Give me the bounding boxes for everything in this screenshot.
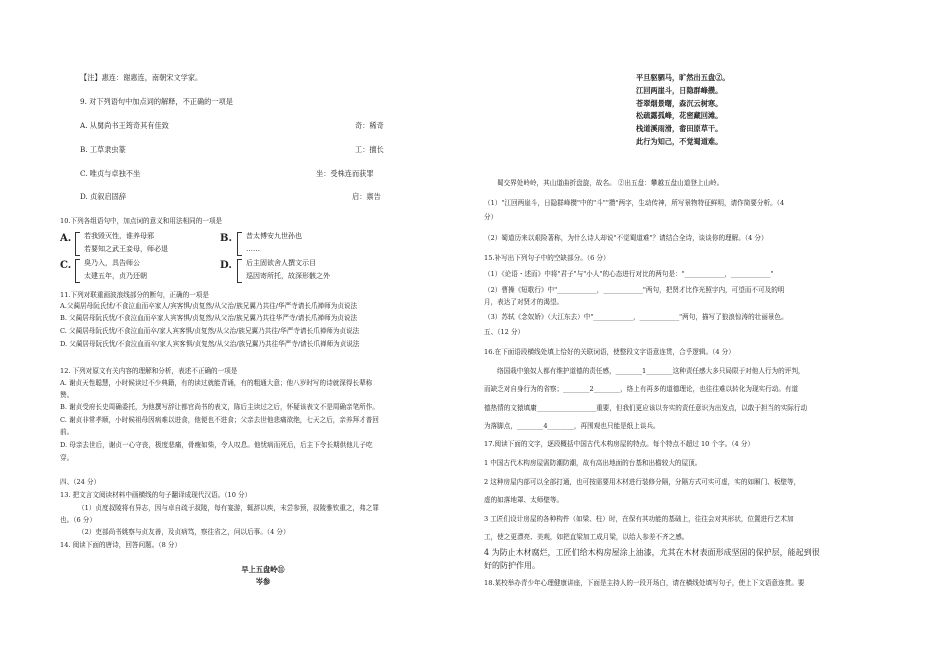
q16-paragraph-line2: 而缺乏对自身行为的省察；________2________，络上有再多的道德理论，也往往难以转化为现实行动。有道 bbox=[484, 385, 799, 393]
q15-part1: （1）《论语・述而》中将"君子"与"小人"的心态进行对比的两句是："____________，____________" bbox=[484, 270, 774, 278]
q17-paragraph-3-line2: 工，使之更漂亮、美观，如把直梁加工成月梁，以给人参差不齐之感。 bbox=[484, 533, 689, 541]
q12-option-b: B. 谢贞受府长史周确委托，为他撰写辞让都官尚书的表文，陈后主读过之后，怀疑该表文不是周确亲笔所作。 bbox=[60, 403, 379, 411]
q12-option-c-line1: C. 谢贞非常孝顺，小时候祖母因病难以进食，他便也不进食；父亲去世他悲痛欲绝，七天之后，亲养拜才普回 bbox=[60, 416, 379, 424]
poem-title: 早上五盘岭⑪ bbox=[241, 565, 285, 574]
q12-stem: 12. 下列对原文有关内容的理解和分析，表述不正确的一项是 bbox=[60, 367, 238, 375]
section-four-heading: 四、（24 分） bbox=[60, 478, 101, 486]
q12-option-d-line2: 穿。 bbox=[60, 454, 74, 462]
q12-option-c-line2: 前。 bbox=[60, 428, 74, 436]
q13-sentence1-line2: 也。（6 分） bbox=[60, 516, 96, 524]
q10-brace-b bbox=[237, 232, 242, 256]
q9-option-a-answer: 奇：稀奇 bbox=[355, 121, 384, 130]
q13-sentence1-line1: （1）贞度叔陵将有异志，因与卓自疏于叔陵，每有宴游，辄辞以疾，未尝参预，叔陵雅钦重之，弗之罪 bbox=[78, 504, 379, 512]
q13-stem: 13. 把文言文阅读材料中画横线的句子翻译成现代汉语。（10 分） bbox=[60, 491, 252, 499]
q10-stem: 10.下列各组语句中，加点词的意义和用法相同的一项是 bbox=[60, 217, 223, 225]
q10-label-a: A. bbox=[60, 233, 72, 244]
q11-stem: 11.下列对联重画波浪线部分的断句，正确的一项是 bbox=[60, 291, 209, 299]
poem-line-1: 平旦驱驷马，旷然出五盘②。 bbox=[636, 73, 730, 82]
q10-label-b: B. bbox=[220, 233, 232, 244]
q12-option-a-line2: 赞。 bbox=[60, 391, 74, 399]
annotation-note: 【注】惠连：谢惠连，南朝宋文学家。 bbox=[80, 73, 203, 82]
q16-paragraph-line4: 为落脚点，________4________，再围观也只能是纸上谈兵。 bbox=[484, 422, 660, 430]
section-five-heading: 五、（12 分） bbox=[484, 328, 525, 336]
poem-line-6: 此行为知己，不觉蜀道难。 bbox=[636, 137, 723, 146]
q15-part2-line2: 月，表达了对贤才的渴望。 bbox=[484, 298, 564, 306]
poem-line-3: 苍翠烟景曙，森沉云树寒。 bbox=[636, 99, 723, 108]
q15-part2-line1: （2）曹操《短歌行》中"____________，____________"两句，把贤才比作光照宇内，可望而不可及的明 bbox=[484, 286, 785, 294]
q10-c-line1: 臭乃入，具告师公 bbox=[84, 259, 140, 267]
q12-option-a-line1: A. 谢贞天性聪慧，小时候读过不少典籍，有的读过就能背诵，有的粗通大意；他八岁时写的诗就深得长辈称 bbox=[60, 379, 373, 387]
q12-option-d-line1: D. 母亲去世后，谢贞一心守丧，极度悲痛，骨瘦如柴，令人叹息。他忧病而死后，后主下令长期供他儿子吃 bbox=[60, 441, 373, 449]
q9-option-d: D. 贞叙启固辞 bbox=[80, 192, 127, 201]
q11-option-c: C. 父蔺居母阮氏忧/不食泣血而卒/家人宾客惧/贞复然/从父治/族兄翼乃共往/华严寺请长爪禅师为贞说法 bbox=[60, 327, 360, 335]
poem-author: 岑参 bbox=[255, 577, 271, 586]
q15-part3: （3）苏轼《念奴娇》（大江东去）中"____________，____________"两句，描写了狼浪惊涛的壮丽景色。 bbox=[484, 313, 788, 321]
q9-option-d-answer: 启：禀告 bbox=[352, 192, 381, 201]
q9-option-b: B. 工草隶虫篆 bbox=[80, 145, 126, 154]
poem-line-4: 松疏露孤峰，花密藏回滩。 bbox=[636, 111, 723, 120]
q17-stem: 17.阅读下面的文字，逐段概括中国古代木构房屋的特点。每个特点不超过 10 个字。（4 分） bbox=[484, 440, 755, 448]
q9-option-c-answer: 坐：受株连而获罪 bbox=[316, 169, 374, 178]
q18-stem: 18.某校举办青少年心理健康讲座，下面是主持人的一段开场白，请在横线处填写句子，使上下文语意连贯。要 bbox=[484, 579, 805, 587]
q11-option-a: A.父蔺居母阮氏忧/不食泣血而卒家人/宾客惧/贞复然/从父治/族兄翼乃共往/华严寺请长爪禅师为贞说法 bbox=[60, 302, 358, 310]
q11-option-b: B. 父蔺居母阮氏忧/不食泣血而卒家人宾客惧/贞复然/从父治/族兄翼乃共往华严寺/请长爪禅师为贞说法 bbox=[60, 314, 358, 322]
q16-stem: 16.在下面语段横线处填上恰好的关联词语，使整段文字语意连贯，合乎逻辑。（4 分） bbox=[484, 348, 735, 356]
q10-b-line2: …… bbox=[246, 245, 260, 253]
q16-paragraph-line1: 络国栽中狼奴人都有维护道德的责任感，________1________这种责任感大多只局限于对他人行为的评判， bbox=[497, 367, 805, 375]
q10-a-line2: 若要知之武王妾母，师必退 bbox=[84, 245, 168, 253]
q15-stem: 15.补写出下列句子中的空缺部分。（6 分） bbox=[484, 254, 610, 262]
poem-line-5: 栈道溪雨滑，畲田原草干。 bbox=[636, 124, 723, 133]
q10-brace-d bbox=[237, 259, 242, 283]
q14-part1-line2: 分） bbox=[484, 213, 498, 221]
q10-label-c: C. bbox=[60, 260, 72, 271]
q9-stem: 9. 对下列语句中加点词的解释，不正确的一项是 bbox=[80, 97, 233, 106]
q10-d-line2: 巡因寄所托，故深形骸之外 bbox=[246, 272, 330, 280]
q17-paragraph-3-line1: 3 工匠们设计房屋的各种构件（如梁、柱）时，在保有其功能的基础上，往往会对其形状，位置进行艺术加 bbox=[484, 515, 794, 523]
q13-sentence2: （2）吏部尚书姚察与贞友善，及贞病笃，察往省之，问以后事。（4 分） bbox=[78, 528, 290, 536]
q10-b-line1: 昔太傅安九世孙也 bbox=[246, 232, 302, 240]
q17-paragraph-2-line2: 虚的如落地罩、太师壁等。 bbox=[484, 496, 564, 504]
q16-paragraph-line3: 德热情的文猿填庸__________________重要，但我们更应该以夯实的责任意识为出发点，以敢于担当的实际行动 bbox=[484, 404, 808, 412]
q11-option-d: D. 父蔺居母阮氏忧/不食泣血而卒/家人宾客惧/贞复然/从父治/族兄翼乃共往华严寺/请长爪禅师为贞说法 bbox=[60, 340, 360, 348]
q17-paragraph-4-line2: 好的防护作用。 bbox=[484, 561, 540, 570]
q10-c-line2: 太建五年，贞乃还朝 bbox=[84, 272, 147, 280]
q14-part2: （2）蜀道历来以艰险著称，为什么诗人却说"不觉蜀道难"？请结合全诗，谈谈你的理解。（4 分） bbox=[484, 234, 768, 242]
q17-paragraph-2-line1: 2 这种房屋内部可以全部打通，也可按需要用木材进行装修分隔，分隔方式可实可虚，实的如厢门、板壁等， bbox=[484, 478, 801, 486]
q17-paragraph-1: 1 中国古代木构房屋需防潮防潮，故有高出地面的台基和出檐较大的屋顶。 bbox=[484, 459, 702, 467]
q9-option-c: C. 唯贞与卓独不坐 bbox=[80, 169, 141, 178]
q9-option-a: A. 从舅尚书王筠奇其有佳致 bbox=[80, 121, 169, 130]
q9-option-b-answer: 工：擅长 bbox=[355, 145, 384, 154]
q14-part1-line1: （1）"江回两崖斗，日隐群峰攒"中的"斗""攒"两字，生动传神，所写景物特征鲜明，请作简要分析。（4 bbox=[484, 199, 785, 207]
q10-brace-c bbox=[75, 259, 80, 283]
poem-line-2: 江回两崖斗，日隐群峰攒。 bbox=[636, 86, 723, 95]
q10-label-d: D. bbox=[220, 260, 232, 271]
poem-note: 蜀交界处岭岭，其山道曲折盘旋，故名。 ②出五盘：攀越五盘山道登上山岭。 bbox=[497, 179, 724, 187]
q14-stem: 14. 阅读下面的唐诗，回答问题。（8 分） bbox=[60, 541, 182, 549]
q10-d-line1: 后主固欲舍人撰文示目 bbox=[246, 259, 316, 267]
q10-a-line1: 若我毁灭性，谁养母邪 bbox=[84, 232, 154, 240]
q10-brace-a bbox=[75, 232, 80, 256]
q17-paragraph-4-line1: 4 为防止木材腐烂，工匠们给木构房屋涂上油漆，尤其在木材表面形成坚固的保护层，能起到很 bbox=[484, 548, 820, 557]
